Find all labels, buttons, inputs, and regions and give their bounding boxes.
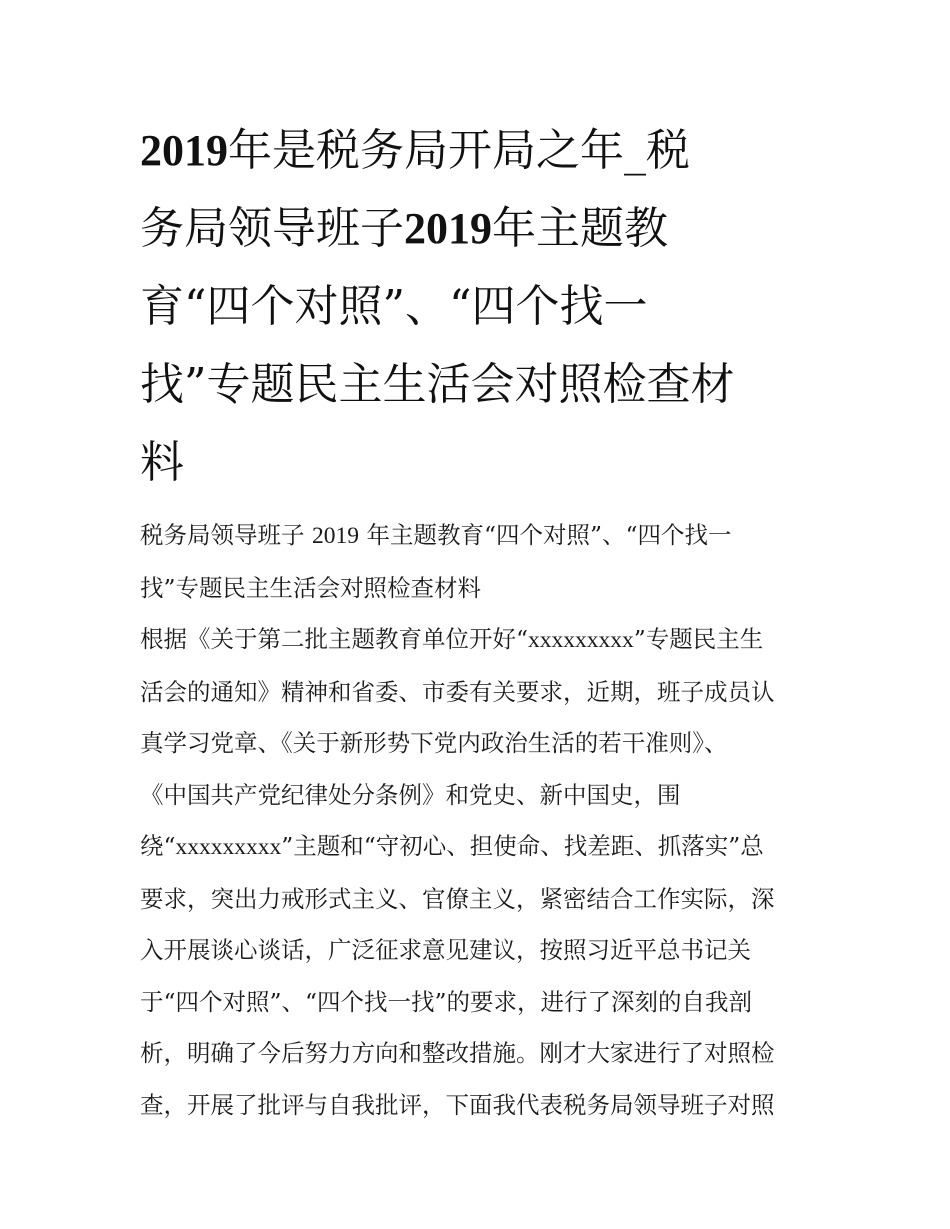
title-line: 育“四个对照”、“四个找一 (140, 281, 648, 332)
body-line: 要求，突出力戒形式主义、官僚主义，紧密结合工作实际，深 (140, 884, 775, 913)
body-line: 真学习党章、《关于新形势下党内政治生活的若干准则》、 (140, 729, 728, 757)
title-line: 找”专题民主生活会对照检查材 (140, 359, 735, 410)
title-line: 2019年是税务局开局之年_税 (140, 125, 690, 176)
title-line: 务局领导班子2019年主题教 (140, 203, 668, 254)
body-line: 找”专题民主生活会对照检查材料 (140, 573, 482, 602)
body-line: 根据《关于第二批主题教育单位开好“xxxxxxxxx”专题民主生 (140, 625, 764, 653)
body-line: 入开展谈心谈话，广泛征求意见建议，按照习近平总书记关 (140, 936, 751, 964)
body-line: 于“四个对照”、“四个找一找”的要求，进行了深刻的自我剖 (140, 987, 753, 1016)
title-line: 料 (140, 437, 184, 488)
document-title (140, 112, 735, 502)
body-line: 析，明确了今后努力方向和整改措施。刚才大家进行了对照检 (140, 1039, 775, 1067)
body-line: 活会的通知》精神和省委、市委有关要求，近期，班子成员认 (140, 677, 775, 706)
document-body (140, 510, 775, 1131)
body-line: 税务局领导班子 2019 年主题教育“四个对照”、“四个找一 (140, 521, 732, 549)
body-line: 《中国共产党纪律处分条例》和党史、新中国史，围 (140, 780, 681, 809)
body-line: 查，开展了批评与自我批评，下面我代表税务局领导班子对照 (140, 1090, 775, 1119)
body-line: 绕“xxxxxxxxx”主题和“守初心、担使命、找差距、抓落实”总 (140, 832, 764, 860)
